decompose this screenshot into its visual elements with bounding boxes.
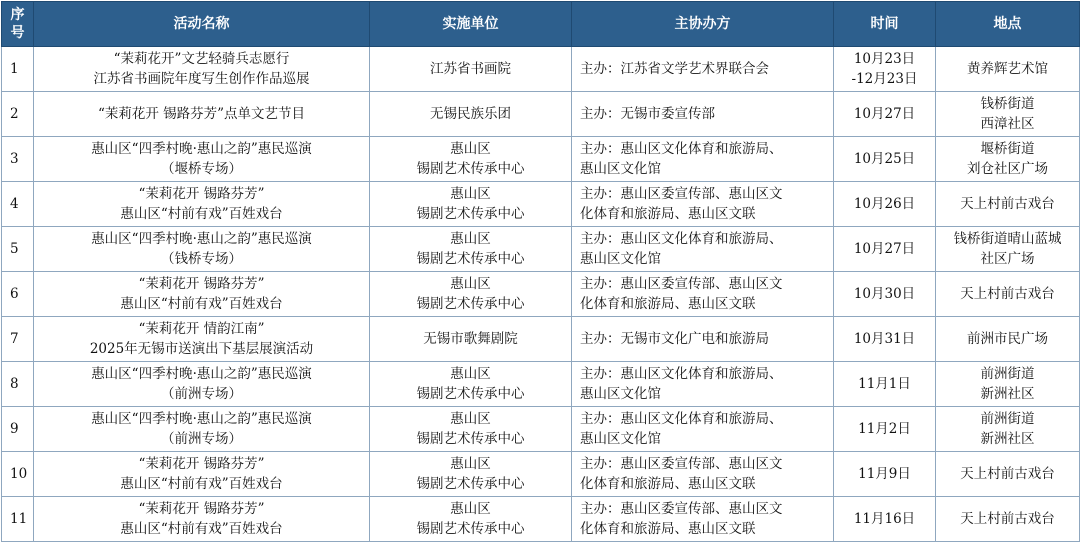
cell-unit [370,362,572,407]
cell-activity-line: “茉莉花开 锡路芬芳” [138,456,265,472]
cell-seq: 7 [2,317,34,362]
cell-time-line: 11月16日 [853,511,916,527]
cell-time [834,92,936,137]
cell-sponsor [572,407,834,452]
cell-sponsor [572,137,834,182]
cell-time-line: 10月31日 [853,331,916,347]
cell-activity [34,137,370,182]
cell-place-line: 天上村前古戏台 [960,466,1055,482]
cell-time [834,227,936,272]
cell-place-line: 新洲社区 [980,431,1035,447]
cell-unit-line: 锡剧艺术传承中心 [416,476,525,492]
cell-seq: 9 [2,407,34,452]
cell-unit-line: 锡剧艺术传承中心 [416,296,525,312]
cell-place [936,47,1080,92]
cell-place-line: 前洲街道 [980,366,1035,382]
cell-activity [34,227,370,272]
cell-sponsor-line: 惠山区文化馆 [580,251,661,267]
cell-unit-line: 无锡市歌舞剧院 [423,331,518,347]
cell-unit-line: 锡剧艺术传承中心 [416,431,525,447]
cell-place [936,92,1080,137]
cell-time [834,272,936,317]
cell-activity-line: 惠山区“村前有戏”百姓戏台 [120,206,283,222]
cell-place [936,497,1080,542]
cell-sponsor-line: 化体育和旅游局、惠山区文联 [580,476,756,492]
cell-activity-line: （前洲专场） [161,431,242,447]
header-seq [2,2,34,47]
events-table [1,1,1080,542]
cell-activity-line: 2025年无锡市送演出下基层展演活动 [89,341,314,357]
cell-place-line: 天上村前古戏台 [960,286,1055,302]
table-row [2,182,1080,227]
cell-unit-line: 无锡民族乐团 [430,106,511,122]
cell-unit [370,92,572,137]
cell-place [936,272,1080,317]
table-row [2,272,1080,317]
table-body [2,47,1080,542]
cell-sponsor [572,497,834,542]
header-seq-line-2: 号 [10,25,25,41]
cell-activity-line: 惠山区“四季村晚·惠山之韵”惠民巡演 [91,141,312,157]
cell-sponsor-line: 化体育和旅游局、惠山区文联 [580,521,756,537]
cell-sponsor [572,452,834,497]
cell-activity [34,497,370,542]
cell-unit [370,272,572,317]
cell-time [834,137,936,182]
cell-unit [370,317,572,362]
cell-activity [34,92,370,137]
cell-place-line: 西漳社区 [980,116,1035,132]
cell-unit-line: 锡剧艺术传承中心 [416,521,525,537]
cell-time-line: -12月23日 [851,71,918,87]
cell-seq: 8 [2,362,34,407]
cell-time [834,362,936,407]
cell-seq: 10 [2,452,34,497]
cell-unit-line: 惠山区 [450,186,491,202]
cell-sponsor [572,227,834,272]
cell-activity [34,47,370,92]
cell-sponsor [572,317,834,362]
cell-sponsor-line: 惠山区文化馆 [580,161,661,177]
cell-time [834,317,936,362]
cell-activity-line: （前洲专场） [161,386,242,402]
cell-place-line: 钱桥街道晴山蓝城 [953,231,1062,247]
cell-place [936,137,1080,182]
cell-unit [370,452,572,497]
cell-activity-line: 江苏省书画院年度写生创作作品巡展 [93,71,310,87]
cell-time-line: 11月9日 [858,466,911,482]
cell-place-line: 天上村前古戏台 [960,196,1055,212]
cell-activity-line: 惠山区“村前有戏”百姓戏台 [120,521,283,537]
table-row [2,452,1080,497]
cell-seq: 11 [2,497,34,542]
table-row [2,362,1080,407]
cell-sponsor-line: 惠山区文化馆 [580,431,661,447]
cell-unit-line: 惠山区 [450,141,491,157]
cell-activity-line: 惠山区“四季村晚·惠山之韵”惠民巡演 [91,231,312,247]
cell-unit [370,137,572,182]
cell-unit-line: 惠山区 [450,276,491,292]
cell-sponsor-line: 主办：惠山区文化体育和旅游局、 [580,141,783,157]
cell-time-line: 10月30日 [853,286,916,302]
cell-place [936,452,1080,497]
cell-sponsor-line: 主办：惠山区文化体育和旅游局、 [580,411,783,427]
header-sponsor: 主协办方 [572,2,834,47]
table-row [2,92,1080,137]
cell-unit [370,407,572,452]
cell-time-line: 10月27日 [853,241,916,257]
cell-activity [34,452,370,497]
cell-sponsor-line: 主办：惠山区文化体育和旅游局、 [580,366,783,382]
cell-unit [370,497,572,542]
cell-sponsor-line: 主办：无锡市文化广电和旅游局 [580,331,769,347]
cell-unit-line: 惠山区 [450,231,491,247]
cell-unit [370,47,572,92]
header-activity: 活动名称 [34,2,370,47]
cell-seq: 2 [2,92,34,137]
cell-activity-line: 惠山区“四季村晚·惠山之韵”惠民巡演 [91,411,312,427]
cell-time-line: 10月25日 [853,151,916,167]
cell-activity-line: “茉莉花开 锡路芬芳” [138,501,265,517]
cell-unit-line: 惠山区 [450,366,491,382]
cell-place-line: 新洲社区 [980,386,1035,402]
cell-activity-line: “茉莉花开”文艺轻骑兵志愿行 [113,51,290,67]
cell-time-line: 10月26日 [853,196,916,212]
cell-seq: 4 [2,182,34,227]
cell-sponsor [572,362,834,407]
header-row [2,2,1080,47]
cell-unit-line: 锡剧艺术传承中心 [416,251,525,267]
cell-time-line: 11月2日 [858,421,911,437]
cell-activity-line: 惠山区“村前有戏”百姓戏台 [120,476,283,492]
cell-activity-line: “茉莉花开 锡路芬芳” [138,186,265,202]
cell-activity [34,407,370,452]
table-row [2,137,1080,182]
cell-unit-line: 锡剧艺术传承中心 [416,206,525,222]
cell-unit-line: 惠山区 [450,411,491,427]
table-row [2,407,1080,452]
cell-sponsor-line: 主办：惠山区委宣传部、惠山区文 [580,186,783,202]
cell-sponsor [572,272,834,317]
cell-place-line: 天上村前古戏台 [960,511,1055,527]
cell-time-line: 10月23日 [853,51,916,67]
cell-time [834,182,936,227]
cell-sponsor-line: 化体育和旅游局、惠山区文联 [580,296,756,312]
cell-sponsor [572,92,834,137]
cell-activity-line: （钱桥专场） [161,251,242,267]
table-row [2,317,1080,362]
table-row [2,227,1080,272]
cell-time-line: 10月27日 [853,106,916,122]
cell-activity-line: “茉莉花开 锡路芬芳”点单文艺节目 [97,106,306,122]
cell-activity-line: “茉莉花开 锡路芬芳” [138,276,265,292]
cell-activity-line: “茉莉花开 情韵江南” [138,321,265,337]
cell-time [834,47,936,92]
cell-unit-line: 惠山区 [450,501,491,517]
table-row [2,47,1080,92]
cell-place [936,407,1080,452]
cell-activity [34,362,370,407]
cell-place-line: 黄养辉艺术馆 [967,61,1048,77]
cell-activity [34,182,370,227]
header-time: 时间 [834,2,936,47]
cell-unit-line: 锡剧艺术传承中心 [416,161,525,177]
cell-seq: 6 [2,272,34,317]
cell-seq: 3 [2,137,34,182]
cell-place [936,362,1080,407]
cell-seq: 1 [2,47,34,92]
cell-place [936,227,1080,272]
cell-activity-line: 惠山区“四季村晚·惠山之韵”惠民巡演 [91,366,312,382]
cell-place [936,182,1080,227]
cell-place-line: 前洲市民广场 [967,331,1048,347]
cell-activity-line: （堰桥专场） [161,161,242,177]
cell-place-line: 前洲街道 [980,411,1035,427]
cell-time [834,407,936,452]
cell-place-line: 钱桥街道 [980,96,1035,112]
cell-place-line: 刘仓社区广场 [967,161,1048,177]
cell-unit-line: 锡剧艺术传承中心 [416,386,525,402]
cell-sponsor-line: 化体育和旅游局、惠山区文联 [580,206,756,222]
cell-unit [370,182,572,227]
cell-unit-line: 惠山区 [450,456,491,472]
cell-time [834,497,936,542]
cell-time [834,452,936,497]
cell-sponsor-line: 主办：无锡市委宣传部 [580,106,715,122]
cell-sponsor-line: 主办：惠山区委宣传部、惠山区文 [580,456,783,472]
cell-place-line: 堰桥街道 [980,141,1035,157]
table-row [2,497,1080,542]
cell-activity [34,317,370,362]
cell-activity [34,272,370,317]
cell-time-line: 11月1日 [858,376,911,392]
cell-place-line: 社区广场 [980,251,1035,267]
cell-sponsor-line: 主办：惠山区文化体育和旅游局、 [580,231,783,247]
cell-sponsor-line: 主办：江苏省文学艺术界联合会 [580,61,769,77]
header-seq-line-1: 序 [10,7,25,23]
cell-unit [370,227,572,272]
cell-sponsor-line: 惠山区文化馆 [580,386,661,402]
cell-activity-line: 惠山区“村前有戏”百姓戏台 [120,296,283,312]
cell-unit-line: 江苏省书画院 [430,61,511,77]
cell-place [936,317,1080,362]
cell-sponsor [572,47,834,92]
cell-sponsor [572,182,834,227]
cell-sponsor-line: 主办：惠山区委宣传部、惠山区文 [580,276,783,292]
header-place: 地点 [936,2,1080,47]
cell-seq: 5 [2,227,34,272]
header-unit: 实施单位 [370,2,572,47]
cell-sponsor-line: 主办：惠山区委宣传部、惠山区文 [580,501,783,517]
